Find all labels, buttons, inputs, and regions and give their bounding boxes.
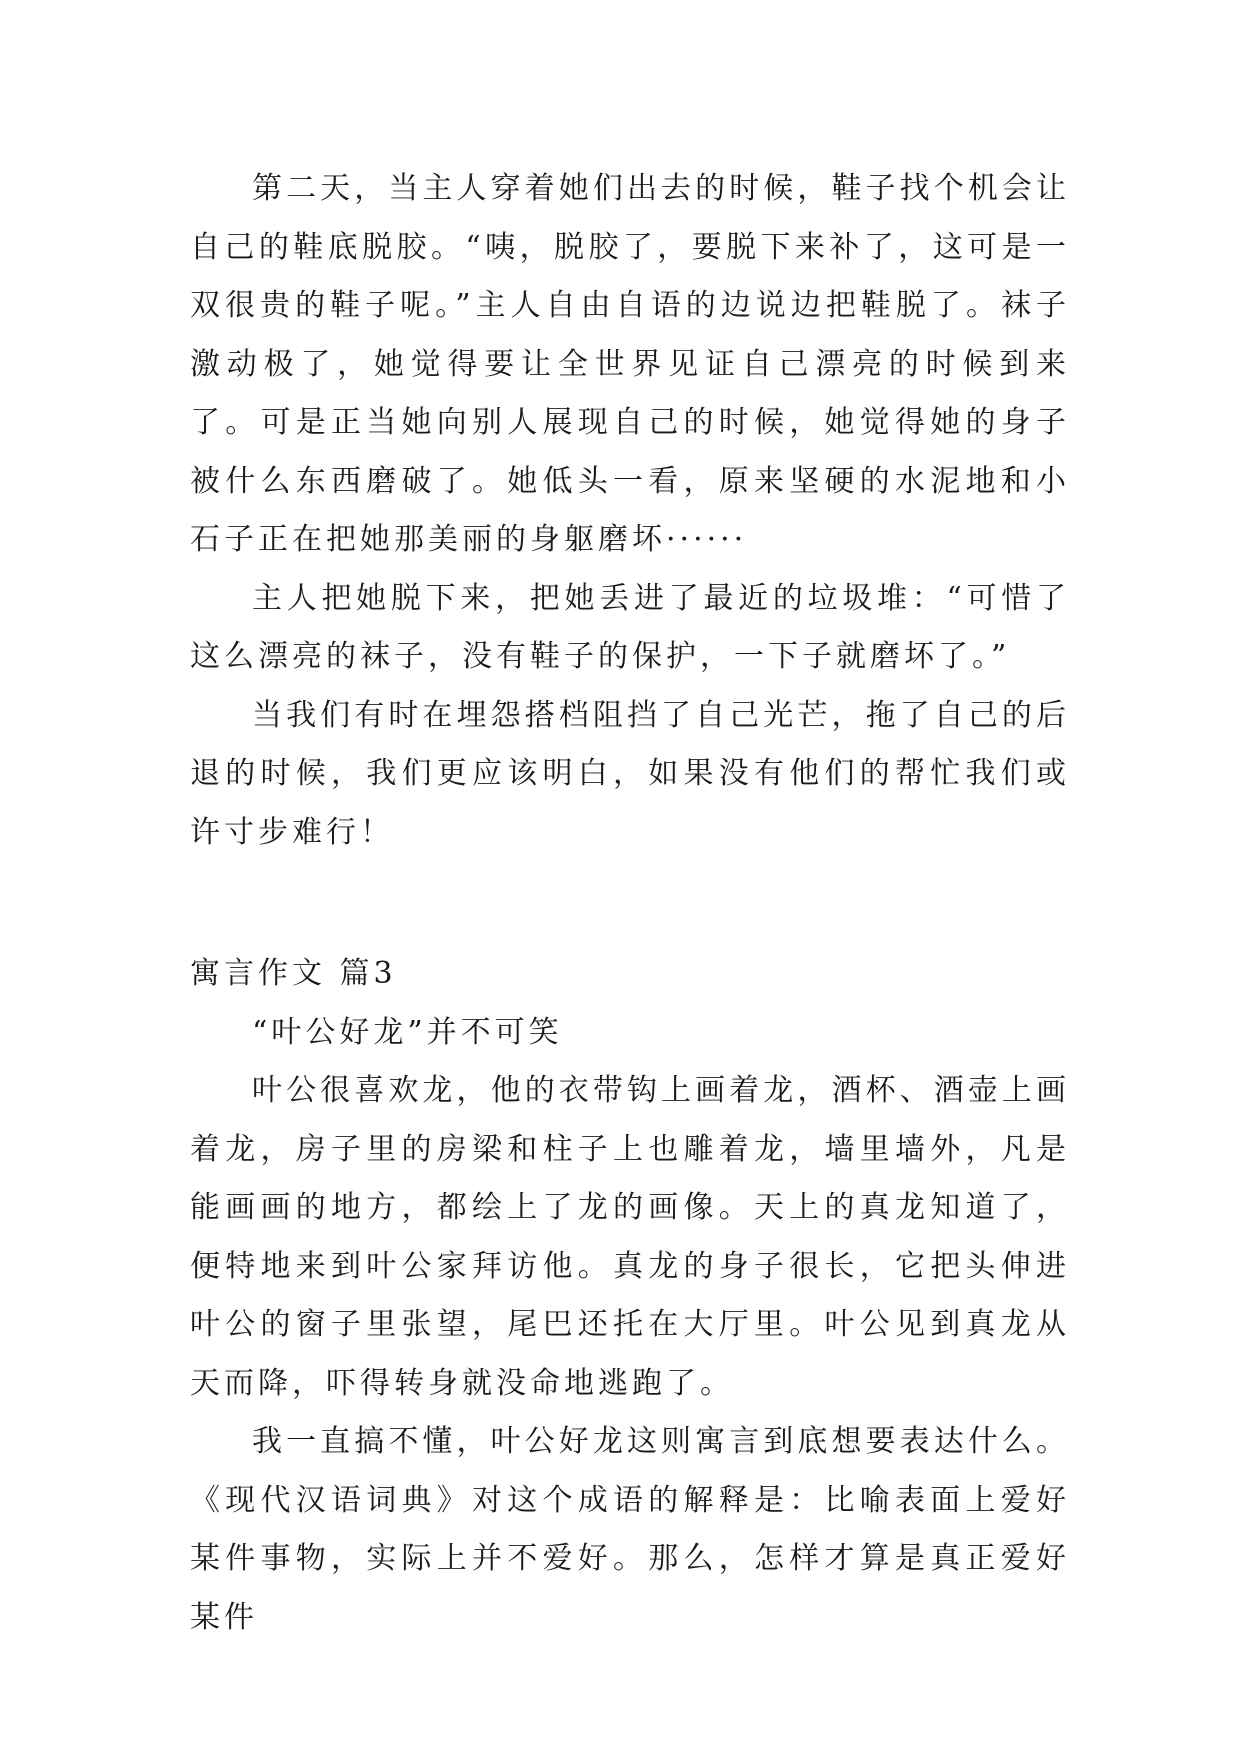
section-subtitle: “叶公好龙”并不可笑 <box>252 1014 563 1050</box>
paragraph-ye-gong-story: 叶公很喜欢龙，他的衣带钩上画着龙，酒杯、酒壶上画着龙，房子里的房梁和柱子上也雕着龙，墙里墙外，凡是能画画的地方，都绘上了龙的画像。天上的真龙知道了，便特地来到叶公家拜访他。真龙的身子很长，它把头伸进叶公的窗子里张望，尾巴还托在大厅里。叶公见到真龙从天而降，吓得转身就没命地逃跑了。 <box>190 1073 1070 1401</box>
paragraph-moral: 当我们有时在埋怨搭档阻挡了自己光芒，拖了自己的后退的时候，我们更应该明白，如果没有他们的帮忙我们或许寸步难行！ <box>190 697 1070 850</box>
paragraph-dictionary-definition: 我一直搞不懂，叶公好龙这则寓言到底想要表达什么。《现代汉语词典》对这个成语的解释是：比喻表面上爱好某件事物，实际上并不爱好。那么，怎样才算是真正爱好某件 <box>190 1424 1070 1635</box>
paragraph-owner-discards-sock: 主人把她脱下来，把她丢进了最近的垃圾堆：“可惜了这么漂亮的袜子，没有鞋子的保护，一下子就磨坏了。” <box>190 580 1070 674</box>
paragraph-sock-story: 第二天，当主人穿着她们出去的时候，鞋子找个机会让自己的鞋底脱胶。“咦，脱胶了，要脱下来补了，这可是一双很贵的鞋子呢。”主人自由自语的边说边把鞋脱了。袜子激动极了，她觉得要让全世界见证自己漂亮的时候到来了。可是正当她向别人展现自己的时候，她觉得她的身子被什么东西磨破了。她低头一看，原来坚硬的水泥地和小石子正在把她那美丽的身躯磨坏······ <box>190 171 1070 557</box>
section-heading: 寓言作文 篇3 <box>190 956 397 991</box>
document-page <box>190 160 1070 1647</box>
